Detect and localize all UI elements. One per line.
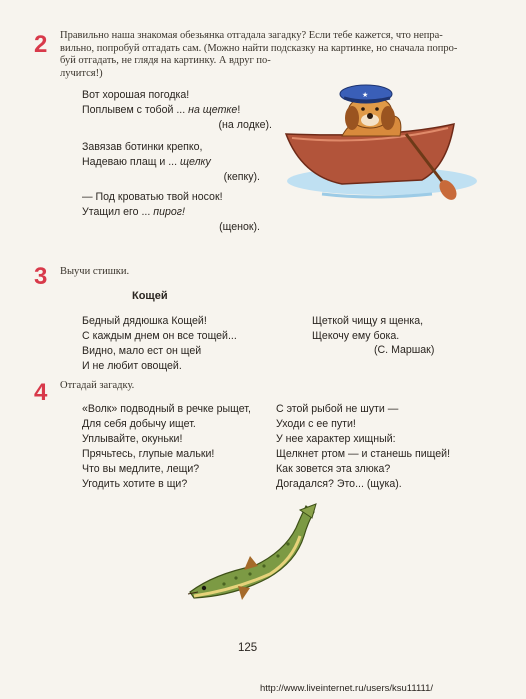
poem-title: Кощей: [132, 290, 168, 302]
poem-line: Щекочу ему бока.: [312, 330, 400, 342]
poem-puppy: [312, 314, 423, 344]
puppy-ear: [345, 106, 359, 130]
task3-instruction: Выучи стишки.: [60, 266, 130, 277]
riddle-stanza-2: [82, 140, 262, 185]
riddle-line: Для себя добычу ищет.: [82, 418, 196, 430]
poem-line: И не любит овощей.: [82, 360, 182, 372]
page-number: 125: [238, 642, 258, 654]
riddle-pike-left: [82, 402, 251, 492]
wrong-word: щелку: [180, 156, 211, 168]
riddle-pike-right: [276, 402, 450, 492]
riddle-line: «Волк» подводный в речке рыщет,: [82, 403, 251, 415]
stanza-line: [82, 155, 262, 170]
task2-instruction-line: лучится!): [60, 67, 103, 79]
stanza-line: [82, 103, 282, 118]
stanza-answer: (кепку).: [223, 171, 260, 183]
poem-line: С каждым днем он все тощей...: [82, 330, 237, 342]
stanza-line: Завязав ботинки крепко,: [82, 141, 203, 153]
wrong-word: пирог!: [153, 206, 185, 218]
task2-instruction-line: Правильно наша знакомая обезьянка отгадала загадку? Если тебе кажется, что непра-: [60, 30, 443, 41]
stanza-punct: !: [237, 104, 241, 116]
poem-line: Бедный дядюшка Кощей!: [82, 315, 207, 327]
stanza-line: — Под кроватью твой носок!: [82, 191, 223, 203]
task4-instruction: Отгадай загадку.: [60, 380, 135, 391]
riddle-line: Уплывайте, окуньки!: [82, 433, 183, 445]
riddle-line: С этой рыбой не шути —: [276, 403, 399, 415]
riddle-line: Как зовется эта злюка?: [276, 463, 391, 475]
riddle-line: Уходи с ее пути!: [276, 418, 356, 430]
svg-text:★: ★: [362, 92, 369, 99]
wrong-word: на щетке: [188, 104, 238, 116]
source-watermark: http://www.liveinternet.ru/users/ksu11111/: [260, 683, 434, 694]
pike-fish-illustration: [184, 500, 324, 610]
boat-puppy-illustration: [282, 76, 492, 206]
stanza-line: Вот хорошая погодка!: [82, 89, 190, 101]
task-number-4: 4: [34, 379, 48, 406]
stanza-text: Надеваю плащ и ...: [82, 156, 181, 168]
stanza-line: [82, 205, 262, 220]
riddle-line: Что вы медлите, лещи?: [82, 463, 200, 475]
riddle-line: Догадался? Это... (щука).: [276, 478, 402, 490]
task2-instruction-line: вильно, попробуй отгадать сам. (Можно найти подсказку на картинке, но сначала попро-: [60, 42, 458, 54]
pike-body: [190, 506, 314, 598]
poem-line: Щеткой чищу я щенка,: [312, 315, 424, 327]
poem-koschei: [82, 314, 237, 374]
task2-instruction-line: буй отгадать, не глядя на картинку. А вдруг по-: [60, 55, 271, 66]
poem-line: Видно, мало ест он щей: [82, 345, 202, 357]
riddle-stanza-3: [82, 190, 262, 235]
stanza-answer: (щенок).: [219, 221, 260, 233]
riddle-line: Прячьтесь, глупые мальки!: [82, 448, 215, 460]
task2-instruction: [60, 30, 500, 80]
riddle-stanza-1: [82, 88, 282, 133]
poem-author: (С. Маршак): [374, 344, 435, 356]
pike-eye: [202, 586, 206, 590]
riddle-line: Щелкнет ртом — и станешь пищей!: [276, 448, 451, 460]
task-number-2: 2: [34, 31, 48, 58]
riddle-line: Угодить хотите в щи?: [82, 478, 188, 490]
stanza-text: Поплывем с тобой ...: [82, 104, 189, 116]
stanza-text: Утащил его ...: [82, 206, 154, 218]
riddle-line: У нее характер хищный:: [276, 433, 396, 445]
stanza-answer: (на лодке).: [218, 119, 272, 131]
task-number-3: 3: [34, 263, 48, 290]
